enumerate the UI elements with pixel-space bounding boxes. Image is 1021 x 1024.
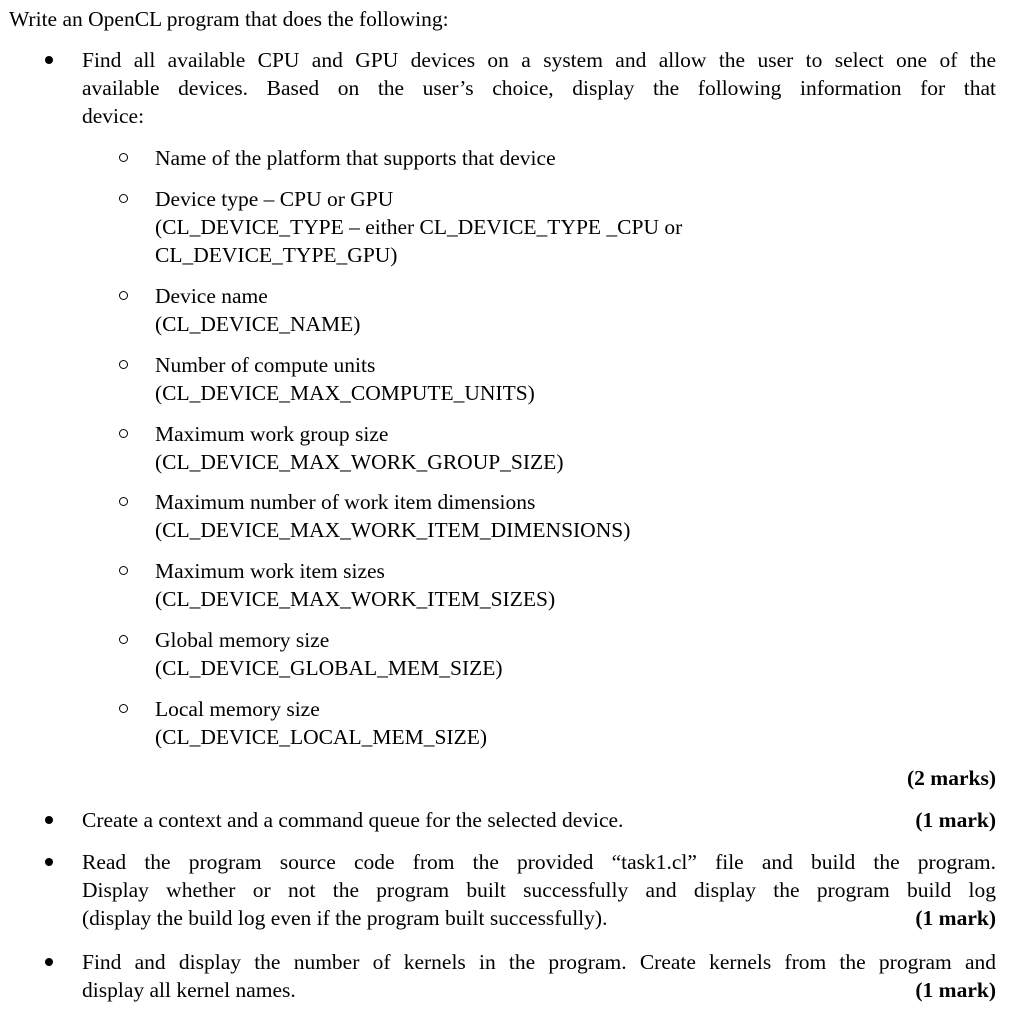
bullet3-marks: (1 mark) (915, 906, 996, 930)
sub-item-detail: (CL_DEVICE_MAX_WORK_ITEM_SIZES) (155, 587, 556, 611)
sub-item-detail: (CL_DEVICE_NAME) (155, 312, 361, 336)
bullet1-marks: (2 marks) (907, 766, 996, 790)
sub-item-device-name (155, 282, 360, 338)
sub-item-work-item-sizes (155, 557, 555, 613)
bullet3-line-1: Read the program source code from the provided “task1.cl” file and build the program. (82, 850, 996, 874)
bullet-kernels (82, 948, 996, 1004)
sub-item-detail: (CL_DEVICE_MAX_COMPUTE_UNITS) (155, 381, 535, 405)
sub-item-label: Device type – CPU or GPU (155, 187, 394, 211)
sub-item-label: Maximum number of work item dimensions (155, 490, 536, 514)
bullet2-marks: (1 mark) (915, 808, 996, 832)
bullet-context-queue (82, 806, 996, 834)
bullet-find-devices (82, 46, 996, 130)
sub-item-label: Name of the platform that supports that device (155, 146, 556, 170)
sub-item-label: Device name (155, 284, 268, 308)
bullet4-line-1: Find and display the number of kernels in the program. Create kernels from the program and (82, 950, 996, 974)
intro-text: Write an OpenCL program that does the following: (9, 7, 449, 31)
sub-item-detail: (CL_DEVICE_GLOBAL_MEM_SIZE) (155, 656, 503, 680)
sub-item-label: Global memory size (155, 628, 330, 652)
bullet-build-program (82, 848, 996, 932)
sub-item-label: Local memory size (155, 697, 320, 721)
bullet2-text: Create a context and a command queue for the selected device. (82, 808, 624, 832)
sub-item-detail: (CL_DEVICE_TYPE – either CL_DEVICE_TYPE _CPU or (155, 215, 683, 239)
sub-item-global-memory (155, 626, 503, 682)
bullet1-line-1: Find all available CPU and GPU devices on a system and allow the user to select one of the (82, 48, 996, 72)
sub-item-label: Maximum work group size (155, 422, 389, 446)
sub-item-detail: (CL_DEVICE_MAX_WORK_ITEM_DIMENSIONS) (155, 518, 631, 542)
sub-item-platform-name (155, 144, 556, 172)
sub-item-work-item-dimensions (155, 488, 630, 544)
sub-item-label: Maximum work item sizes (155, 559, 385, 583)
sub-item-device-type (155, 185, 682, 269)
bullet1-line-2: available devices. Based on the user’s choice, display the following information for that (82, 76, 996, 100)
bullet1-line-3: device: (82, 104, 145, 128)
bullet4-marks: (1 mark) (915, 978, 996, 1002)
bullet3-line-3: (display the build log even if the program built successfully). (82, 906, 608, 930)
sub-item-detail: (CL_DEVICE_LOCAL_MEM_SIZE) (155, 725, 488, 749)
bullet4-line-2: display all kernel names. (82, 978, 296, 1002)
sub-item-compute-units (155, 351, 535, 407)
bullet3-line-2: Display whether or not the program built successfully and display the program build log (82, 878, 996, 902)
sub-item-work-group-size (155, 420, 563, 476)
sub-item-detail: CL_DEVICE_TYPE_GPU) (155, 243, 398, 267)
sub-item-detail: (CL_DEVICE_MAX_WORK_GROUP_SIZE) (155, 450, 564, 474)
sub-item-label: Number of compute units (155, 353, 376, 377)
sub-item-local-memory (155, 695, 487, 751)
